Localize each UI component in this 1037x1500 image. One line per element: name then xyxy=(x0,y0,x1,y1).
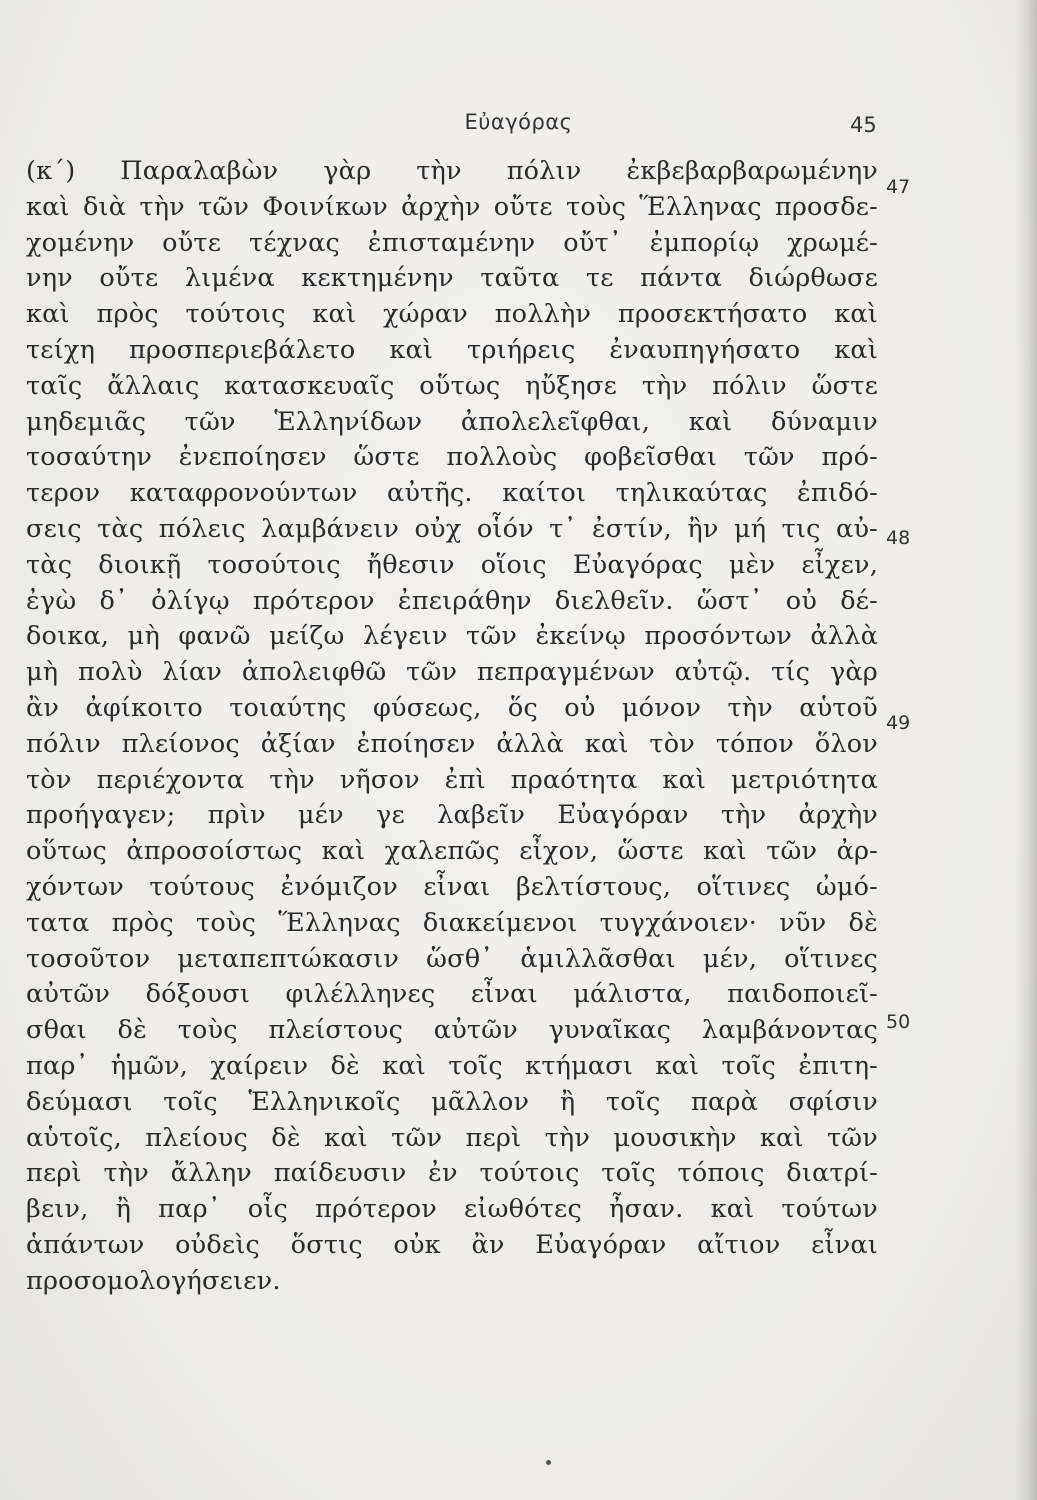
text-line: τὸν περιέχοντα τὴν νῆσον ἐπὶ πραότητα καὶ μετριότητα xyxy=(26,764,878,795)
text-line: καὶ διὰ τὴν τῶν Φοινίκων ἀρχὴν οὔτε τοὺς Ἕλληνας προσδε- xyxy=(26,191,878,222)
text-line: νην οὔτε λιμένα κεκτημένην ταῦτα τε πάντα διώρθωσε xyxy=(26,263,878,294)
text-line: χόντων τούτους ἐνόμιζον εἶναι βελτίστους, οἵτινες ὠμό- xyxy=(26,871,878,902)
body-text xyxy=(26,154,878,1300)
text-line: μηδεμιᾶς τῶν Ἑλληνίδων ἀπολελεῖφθαι, καὶ δύναμιν xyxy=(26,406,878,437)
text-line: σεις τὰς πόλεις λαμβάνειν οὐχ οἷόν τ᾽ ἐστίν, ἢν μή τις αὐ- xyxy=(26,513,878,544)
text-line: προσομολογήσειεν. xyxy=(26,1265,281,1296)
text-line: προήγαγεν; πρὶν μέν γε λαβεῖν Εὐαγόραν τὴν ἀρχὴν xyxy=(26,800,878,831)
text-line: τατα πρὸς τοὺς Ἕλληνας διακείμενοι τυγχάνοιεν· νῦν δὲ xyxy=(26,907,878,938)
text-line: δεύμασι τοῖς Ἑλληνικοῖς μᾶλλον ἢ τοῖς παρὰ σφίσιν xyxy=(26,1086,878,1117)
section-number-50: 50 xyxy=(886,1011,911,1033)
text-line: δοικα, μὴ φανῶ μείζω λέγειν τῶν ἐκείνῳ προσόντων ἀλλὰ xyxy=(26,621,878,652)
running-head-title: Εὐαγόρας xyxy=(464,110,573,134)
text-line: τοσαύτην ἐνεποίησεν ὥστε πολλοὺς φοβεῖσθαι τῶν πρό- xyxy=(26,442,878,473)
text-line: ἂν ἀφίκοιτο τοιαύτης φύσεως, ὅς οὐ μόνον τὴν αὑτοῦ xyxy=(26,692,878,723)
page-number: 45 xyxy=(850,113,877,137)
section-number-49: 49 xyxy=(886,712,911,734)
text-line: χομένην οὔτε τέχνας ἐπισταμένην οὔτ᾽ ἐμπορίῳ χρωμέ- xyxy=(26,227,878,258)
text-line: μὴ πολὺ λίαν ἀπολειφθῶ τῶν πεπραγμένων αὐτῷ. τίς γὰρ xyxy=(26,657,878,688)
text-line: τὰς διοικῇ τοσούτοις ἤθεσιν οἵοις Εὐαγόρας μὲν εἶχεν, xyxy=(26,549,878,580)
text-line: βειν, ἢ παρ᾽ οἷς πρότερον εἰωθότες ἦσαν. καὶ τούτων xyxy=(26,1194,878,1225)
text-line: τερον καταφρονούντων αὐτῆς. καίτοι τηλικαύτας ἐπιδό- xyxy=(26,478,878,509)
section-number-47: 47 xyxy=(886,176,911,198)
text-line: αὐτῶν δόξουσι φιλέλληνες εἶναι μάλιστα, παιδοποιεῖ- xyxy=(26,979,878,1010)
text-line: παρ᾽ ἡμῶν, χαίρειν δὲ καὶ τοῖς κτήμασι καὶ τοῖς ἐπιτη- xyxy=(26,1050,878,1081)
printer-mark-dot xyxy=(546,1460,551,1465)
text-line: περὶ τὴν ἄλλην παίδευσιν ἐν τούτοις τοῖς τόποις διατρί- xyxy=(26,1158,878,1189)
text-line: ἁπάντων οὐδεὶς ὅστις οὐκ ἂν Εὐαγόραν αἴτιον εἶναι xyxy=(26,1229,878,1260)
section-number-48: 48 xyxy=(886,527,911,549)
text-line: (κ΄) Παραλαβὼν γὰρ τὴν πόλιν ἐκβεβαρβαρωμένην xyxy=(26,156,878,186)
page-edge-shadow xyxy=(1015,0,1037,1500)
text-line: ἐγὼ δ᾽ ὀλίγῳ πρότερον ἐπειράθην διελθεῖν. ὥστ᾽ οὐ δέ- xyxy=(26,585,878,616)
text-line: πόλιν πλείονος ἀξίαν ἐποίησεν ἀλλὰ καὶ τὸν τόπον ὅλον xyxy=(26,728,878,759)
text-line: οὕτως ἀπροσοίστως καὶ χαλεπῶς εἶχον, ὥστε καὶ τῶν ἀρ- xyxy=(26,836,878,867)
text-line: σθαι δὲ τοὺς πλείστους αὐτῶν γυναῖκας λαμβάνοντας xyxy=(26,1015,878,1046)
text-line: τείχη προσπεριεβάλετο καὶ τριήρεις ἐναυπηγήσατο καὶ xyxy=(26,334,878,365)
text-line: καὶ πρὸς τούτοις καὶ χώραν πολλὴν προσεκτήσατο καὶ xyxy=(26,299,878,330)
text-line: αὑτοῖς, πλείους δὲ καὶ τῶν περὶ τὴν μουσικὴν καὶ τῶν xyxy=(26,1122,878,1153)
text-line: ταῖς ἄλλαις κατασκευαῖς οὕτως ηὔξησε τὴν πόλιν ὥστε xyxy=(26,370,878,401)
text-line: τοσοῦτον μεταπεπτώκασιν ὥσθ᾽ ἁμιλλᾶσθαι μέν, οἵτινες xyxy=(26,943,878,974)
